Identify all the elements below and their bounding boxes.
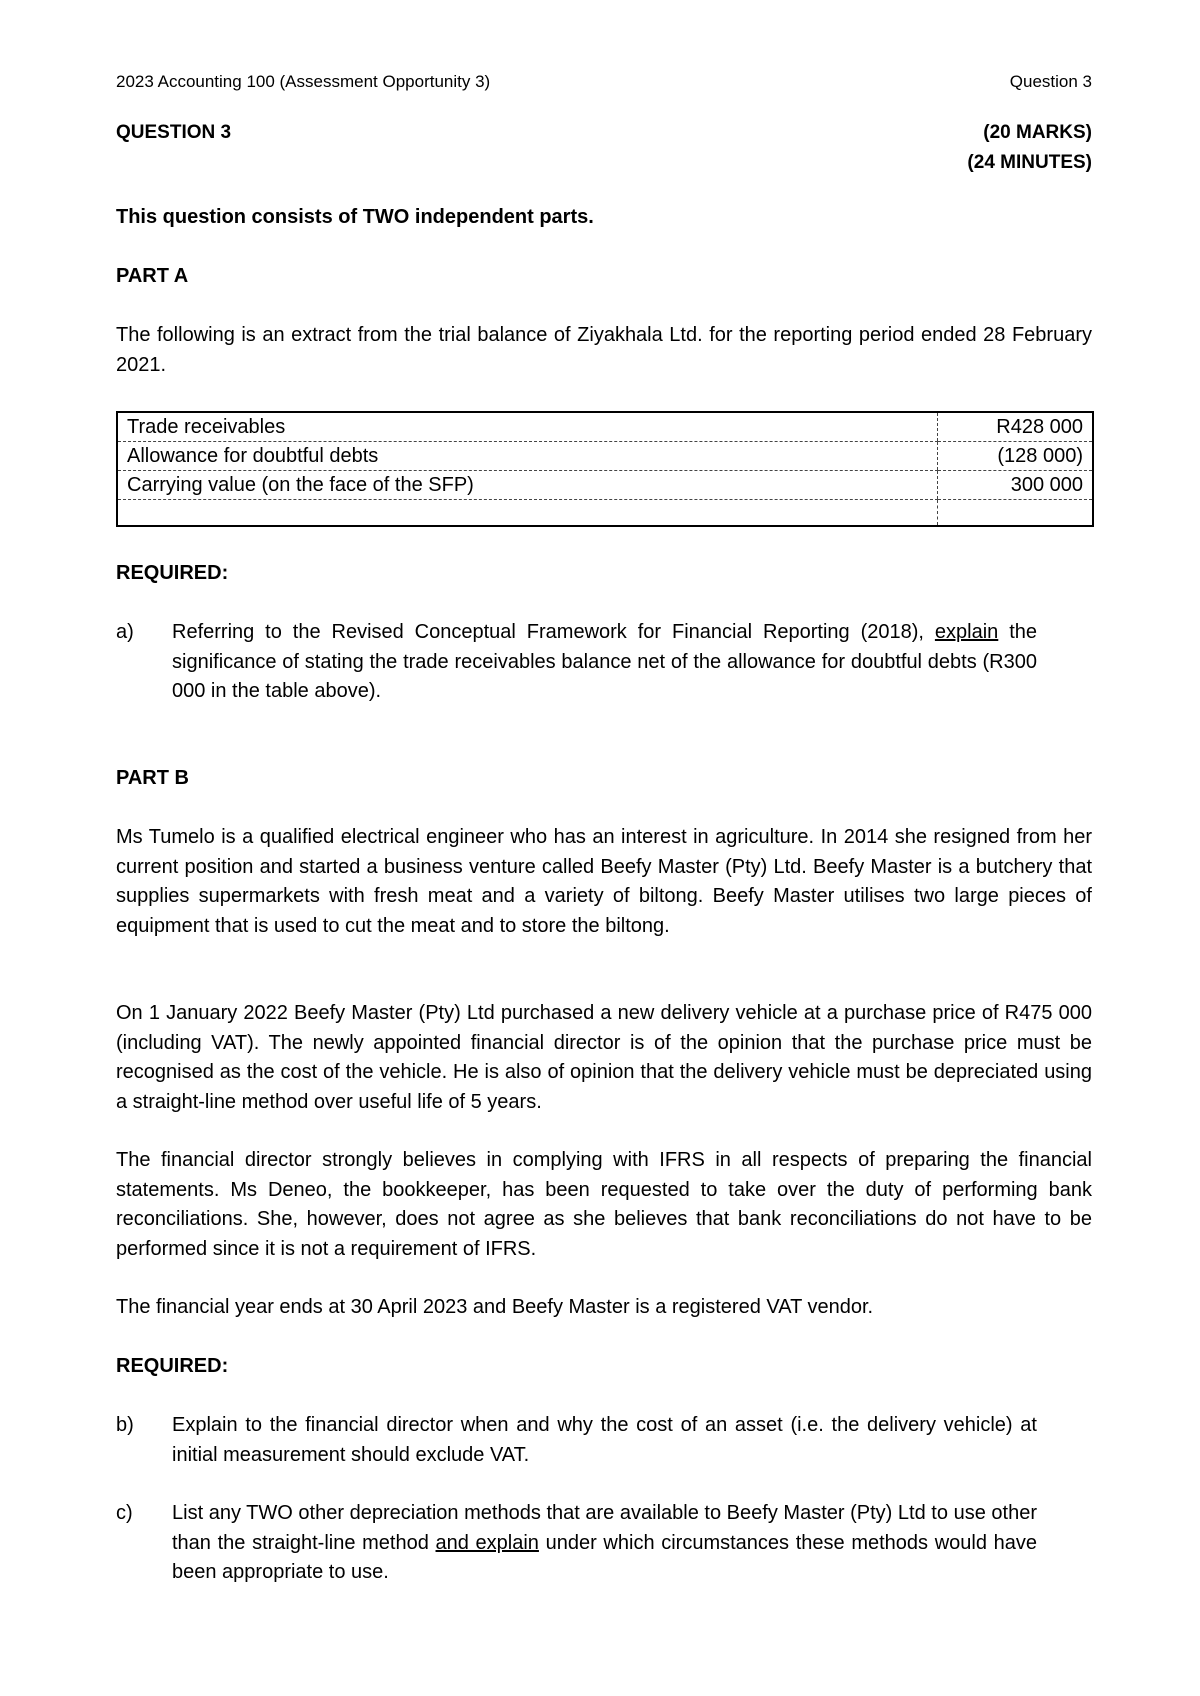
part-b-paragraph-4: The financial year ends at 30 April 2023 and Beefy Master is a registered VAT vendor. — [116, 1296, 874, 1318]
part-b-paragraph-2: On 1 January 2022 Beefy Master (Pty) Ltd purchased a new delivery vehicle at a purchase price of R475 000 (including VAT). The newly appointed financial director is of the opinion that the purchase price must be recognised as the cost of the vehicle. He is also of opinion that the delivery vehicle must be depreciated using a straight-line method over useful life of 5 years. — [116, 1002, 1092, 1113]
header-course: 2023 Accounting 100 (Assessment Opportunity 3) — [116, 72, 491, 91]
item-b-label: b) — [116, 1414, 134, 1436]
row-amount: (128 000) — [938, 442, 1094, 471]
question-marks: (20 MARKS) — [983, 122, 1092, 143]
item-a-text — [172, 618, 1037, 707]
table-row — [117, 442, 1093, 471]
question-intro: This question consists of TWO independent parts. — [116, 206, 594, 228]
item-a-label: a) — [116, 621, 134, 643]
part-a-text: The following is an extract from the trial balance of Ziyakhala Ltd. for the reporting period ended 28 February 2021. — [116, 324, 1092, 376]
part-b-paragraph-3: The financial director strongly believes in complying with IFRS in all respects of preparing the financial statements. Ms Deneo, the bookkeeper, has been requested to take over the duty of performing bank reconciliations. She, however, does not agree as she believes that bank reconciliations do not have to be performed since it is not a requirement of IFRS. — [116, 1149, 1092, 1260]
table-row — [117, 500, 1093, 527]
table-row — [117, 471, 1093, 500]
row-label: Allowance for doubtful debts — [117, 442, 938, 471]
question-item-c — [116, 1499, 1092, 1588]
item-c-text — [172, 1499, 1037, 1588]
item-a-pre: Referring to the Revised Conceptual Framework for Financial Reporting (2018), — [172, 621, 935, 643]
trial-balance-table — [116, 411, 1094, 527]
row-amount: R428 000 — [938, 412, 1094, 442]
item-b-text: Explain to the financial director when and why the cost of an asset (i.e. the delivery vehicle) at initial measurement should exclude VAT. — [172, 1414, 1037, 1466]
header-question: Question 3 — [1009, 72, 1092, 91]
part-a-title: PART A — [116, 265, 189, 287]
page-header — [116, 72, 1092, 92]
table-row — [117, 412, 1093, 442]
question-item-a — [116, 618, 1092, 707]
part-b-title: PART B — [116, 767, 189, 789]
row-amount: 300 000 — [938, 471, 1094, 500]
question-title: QUESTION 3 — [116, 122, 232, 143]
item-a-underlined: explain — [934, 621, 999, 643]
part-a-required: REQUIRED: — [116, 562, 229, 584]
row-label — [117, 500, 938, 527]
question-heading — [116, 118, 1092, 173]
item-c-underlined: and explain — [435, 1531, 539, 1554]
item-c-label: c) — [116, 1502, 133, 1524]
question-minutes: (24 MINUTES) — [967, 152, 1092, 173]
row-amount — [938, 500, 1094, 527]
row-label: Carrying value (on the face of the SFP) — [117, 471, 938, 500]
question-marks-block — [967, 118, 1092, 178]
part-b-paragraph-1: Ms Tumelo is a qualified electrical engineer who has an interest in agriculture. In 2014 she resigned from her current position and started a business venture called Beefy Master (Pty) Ltd. Beefy Master is a butchery that supplies supermarkets with fresh meat and a variety of biltong. Beefy Master utilises two large pieces of equipment that is used to cut the meat and to store the biltong. — [116, 826, 1092, 937]
part-b-required: REQUIRED: — [116, 1355, 229, 1377]
row-label: Trade receivables — [117, 412, 938, 442]
question-item-b — [116, 1411, 1092, 1470]
item-c-pre: List any TWO other depreciation methods that are available to Beefy Master (Pty) Ltd to use other than the straight-line method — [172, 1502, 1037, 1554]
item-a-post: the significance of stating the trade receivables balance net of the allowance for doubtful debts (R300 000 in the table above). — [172, 621, 1038, 702]
item-c-post: under which circumstances these methods would have been appropriate to use. — [172, 1531, 1037, 1583]
